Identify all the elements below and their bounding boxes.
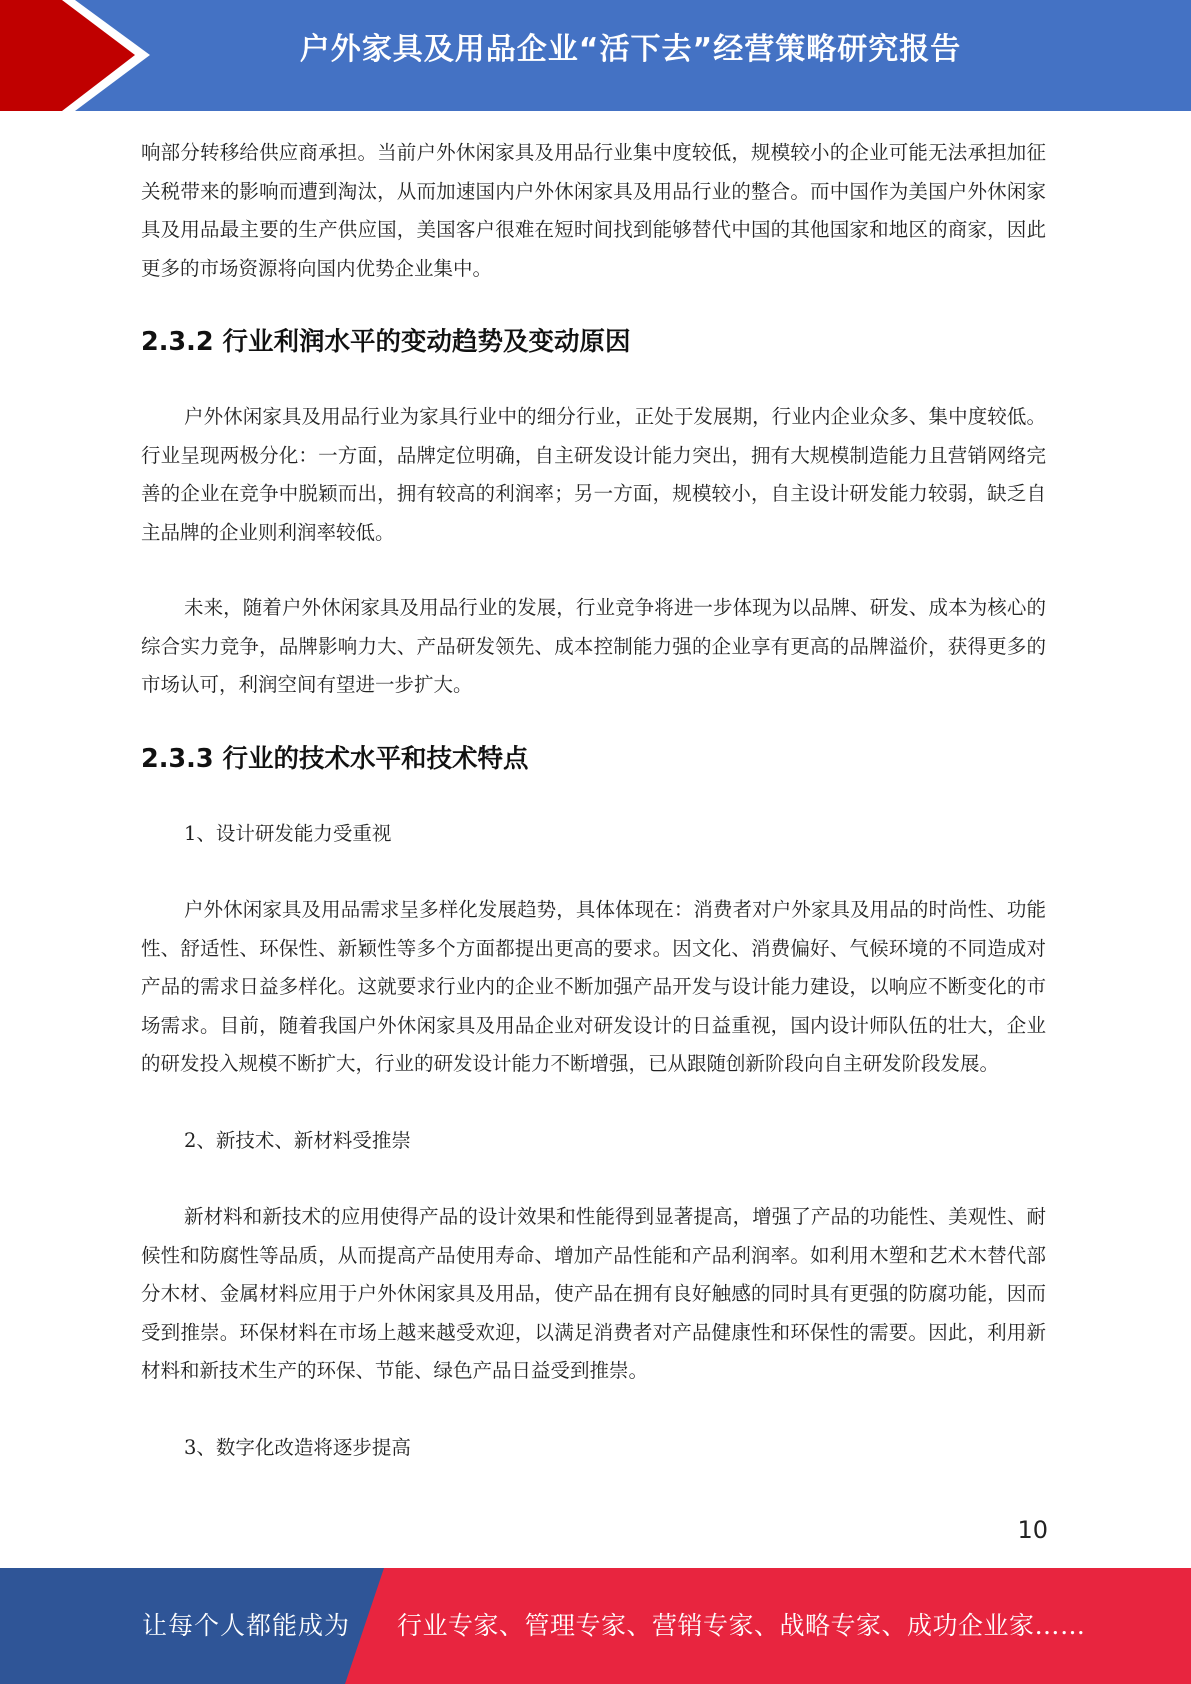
footer-slogan-right: 行业专家、管理专家、营销专家、战略专家、成功企业家…… [397, 1611, 1086, 1640]
page-footer [0, 1568, 1191, 1684]
document-body [141, 134, 1046, 1467]
subheading-item-2: 2、新技术、新材料受推崇 [184, 1128, 411, 1152]
subheading-item-3: 3、数字化改造将逐步提高 [184, 1435, 411, 1459]
paragraph-2-3-3-2: 新材料和新技术的应用使得产品的设计效果和性能得到显著提高，增强了产品的功能性、美观性、耐候性和防腐性等品质，从而提高产品使用寿命、增加产品性能和产品利润率。如利用木塑和艺术木替代部分木材、金属材料应用于户外休闲家具及用品，使产品在拥有良好触感的同时具有更强的防腐功能，因而受到推崇。环保材料在市场上越来越受欢迎，以满足消费者对产品健康性和环保性的需要。因此，利用新材料和新技术生产的环保、节能、绿色产品日益受到推崇。 [141, 1205, 1046, 1382]
footer-slogan-left: 让每个人都能成为 [142, 1611, 351, 1640]
page-header [0, 0, 1191, 111]
intro-paragraph: 响部分转移给供应商承担。当前户外休闲家具及用品行业集中度较低，规模较小的企业可能无法承担加征关税带来的影响而遭到淘汰，从而加速国内户外休闲家具及用品行业的整合。而中国作为美国户外休闲家具及用品最主要的生产供应国，美国客户很难在短时间找到能够替代中国的其他国家和地区的商家，因此更多的市场资源将向国内优势企业集中。 [141, 141, 1046, 280]
paragraph-2-3-2-2: 未来，随着户外休闲家具及用品行业的发展，行业竞争将进一步体现为以品牌、研发、成本为核心的综合实力竞争，品牌影响力大、产品研发领先、成本控制能力强的企业享有更高的品牌溢价，获得更多的市场认可，利润空间有望进一步扩大。 [141, 596, 1046, 696]
report-title: 户外家具及用品企业“活下去”经营策略研究报告 [299, 32, 962, 67]
page-number: 10 [1017, 1516, 1048, 1544]
paragraph-2-3-2-1: 户外休闲家具及用品行业为家具行业中的细分行业，正处于发展期，行业内企业众多、集中度较低。行业呈现两极分化：一方面，品牌定位明确，自主研发设计能力突出，拥有大规模制造能力且营销网络完善的企业在竞争中脱颖而出，拥有较高的利润率；另一方面，规模较小，自主设计研发能力较弱，缺乏自主品牌的企业则利润率较低。 [141, 405, 1046, 544]
subheading-item-1: 1、设计研发能力受重视 [184, 821, 392, 845]
paragraph-2-3-3-1: 户外休闲家具及用品需求呈多样化发展趋势，具体体现在：消费者对户外家具及用品的时尚性、功能性、舒适性、环保性、新颖性等多个方面都提出更高的要求。因文化、消费偏好、气候环境的不同造成对产品的需求日益多样化。这就要求行业内的企业不断加强产品开发与设计能力建设，以响应不断变化的市场需求。目前，随着我国户外休闲家具及用品企业对研发设计的日益重视，国内设计师队伍的壮大，企业的研发投入规模不断扩大，行业的研发设计能力不断增强，已从跟随创新阶段向自主研发阶段发展。 [141, 898, 1046, 1075]
section-heading-2-3-3: 2.3.3 行业的技术水平和技术特点 [141, 743, 529, 774]
section-heading-2-3-2: 2.3.2 行业利润水平的变动趋势及变动原因 [141, 327, 631, 357]
